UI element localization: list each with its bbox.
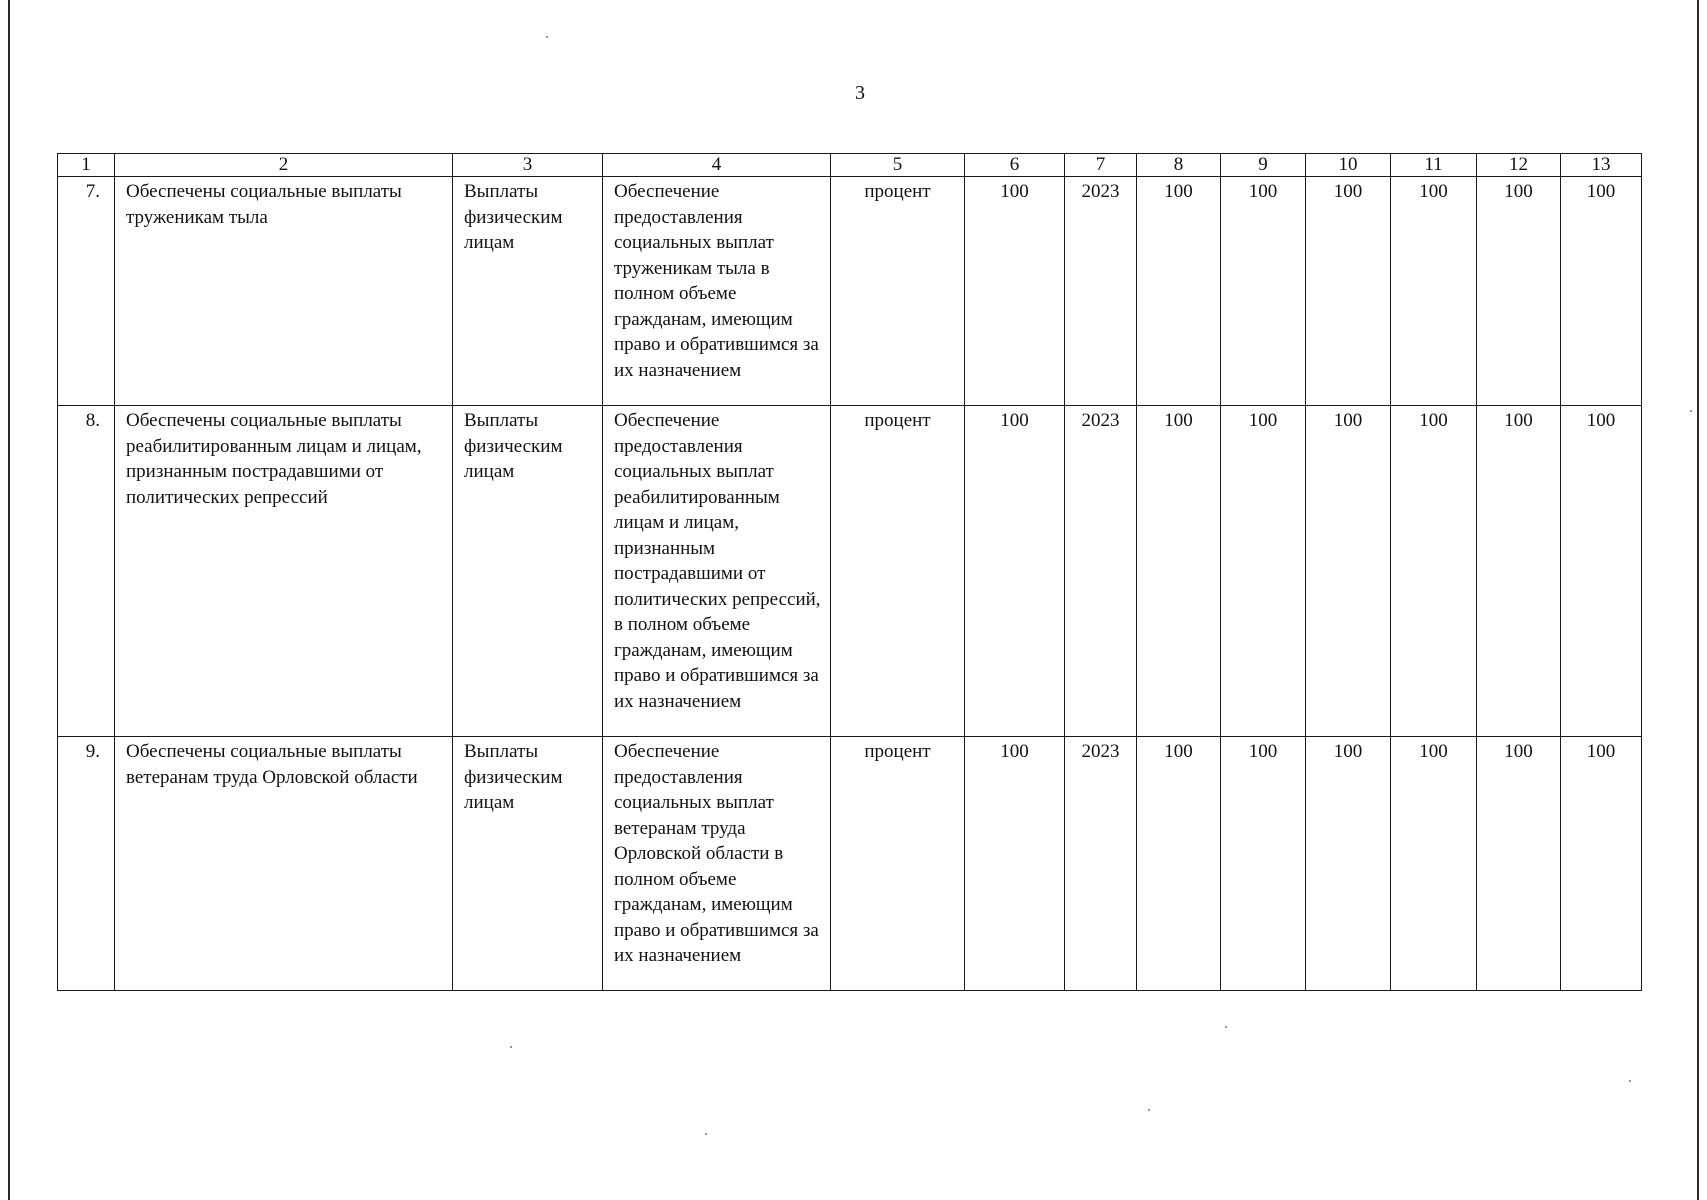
header-cell-10: 10 <box>1306 154 1391 177</box>
header-cell-7: 7 <box>1065 154 1137 177</box>
header-cell-4: 4 <box>603 154 831 177</box>
year-value-2: 100 <box>1221 406 1306 737</box>
scan-speck <box>1148 1109 1150 1111</box>
result-name: Обеспечены социальные выплаты труженикам тыла <box>115 177 453 406</box>
unit: процент <box>831 177 965 406</box>
base-year: 2023 <box>1065 737 1137 991</box>
header-cell-8: 8 <box>1137 154 1221 177</box>
results-table <box>57 153 1642 991</box>
base-value: 100 <box>965 406 1065 737</box>
header-cell-2: 2 <box>115 154 453 177</box>
result-characteristic: Обеспечение предоставления социальных выплат ветеранам труда Орловской области в полном объеме гражданам, имеющим право и обратившимся за их назначением <box>603 737 831 991</box>
year-value-1: 100 <box>1137 737 1221 991</box>
result-name: Обеспечены социальные выплаты ветеранам труда Орловской области <box>115 737 453 991</box>
row-number: 8. <box>58 406 115 737</box>
page-number: 3 <box>855 82 865 104</box>
base-value: 100 <box>965 177 1065 406</box>
header-cell-13: 13 <box>1561 154 1642 177</box>
unit: процент <box>831 737 965 991</box>
year-value-6: 100 <box>1561 406 1642 737</box>
scan-speck <box>546 36 548 38</box>
year-value-4: 100 <box>1391 406 1477 737</box>
year-value-1: 100 <box>1137 177 1221 406</box>
scan-speck <box>1690 410 1692 412</box>
scan-speck <box>1629 1080 1631 1082</box>
year-value-6: 100 <box>1561 177 1642 406</box>
header-cell-6: 6 <box>965 154 1065 177</box>
base-value: 100 <box>965 737 1065 991</box>
year-value-5: 100 <box>1477 737 1561 991</box>
scan-right-edge <box>1697 0 1699 1200</box>
scan-left-edge <box>8 0 10 1200</box>
unit: процент <box>831 406 965 737</box>
result-type: Выплаты физическим лицам <box>453 177 603 406</box>
header-cell-3: 3 <box>453 154 603 177</box>
year-value-1: 100 <box>1137 406 1221 737</box>
scan-speck <box>705 1133 707 1135</box>
result-type: Выплаты физическим лицам <box>453 737 603 991</box>
header-cell-12: 12 <box>1477 154 1561 177</box>
result-name: Обеспечены социальные выплаты реабилитированным лицам и лицам, признанным пострадавшими от политических репрессий <box>115 406 453 737</box>
year-value-4: 100 <box>1391 737 1477 991</box>
header-cell-9: 9 <box>1221 154 1306 177</box>
year-value-3: 100 <box>1306 406 1391 737</box>
row-number: 9. <box>58 737 115 991</box>
base-year: 2023 <box>1065 406 1137 737</box>
table-row <box>58 406 1642 737</box>
header-cell-11: 11 <box>1391 154 1477 177</box>
scan-speck <box>510 1046 512 1048</box>
base-year: 2023 <box>1065 177 1137 406</box>
scan-speck <box>1225 1026 1227 1028</box>
year-value-2: 100 <box>1221 177 1306 406</box>
year-value-5: 100 <box>1477 406 1561 737</box>
year-value-2: 100 <box>1221 737 1306 991</box>
year-value-4: 100 <box>1391 177 1477 406</box>
header-cell-5: 5 <box>831 154 965 177</box>
year-value-5: 100 <box>1477 177 1561 406</box>
result-characteristic: Обеспечение предоставления социальных выплат труженикам тыла в полном объеме гражданам, имеющим право и обратившимся за их назначением <box>603 177 831 406</box>
year-value-3: 100 <box>1306 737 1391 991</box>
header-row <box>58 154 1642 177</box>
year-value-6: 100 <box>1561 737 1642 991</box>
header-cell-1: 1 <box>58 154 115 177</box>
table-row <box>58 737 1642 991</box>
year-value-3: 100 <box>1306 177 1391 406</box>
row-number: 7. <box>58 177 115 406</box>
result-characteristic: Обеспечение предоставления социальных выплат реабилитированным лицам и лицам, признанным пострадавшими от политических репрессий, в полном объеме гражданам, имеющим право и обратившимся за их назначением <box>603 406 831 737</box>
table-row <box>58 177 1642 406</box>
result-type: Выплаты физическим лицам <box>453 406 603 737</box>
